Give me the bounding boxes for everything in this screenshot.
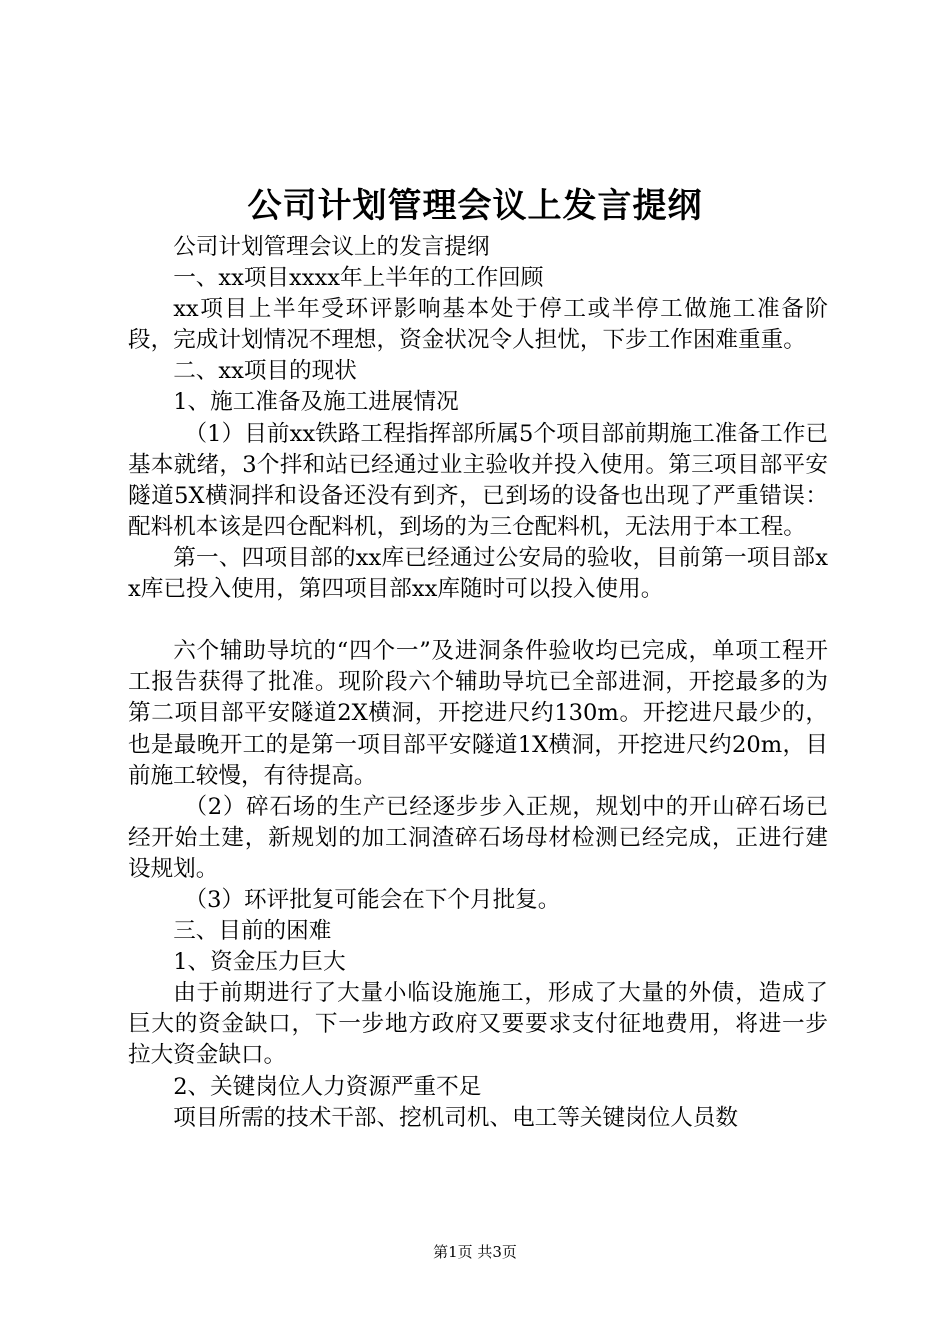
blank-line <box>128 605 828 636</box>
heading-section-1: 一、xx项目xxxx年上半年的工作回顾 <box>173 265 544 292</box>
paragraph: 六个辅助导坑的“四个一”及进洞条件验收均已完成，单项工程开工报告获得了批准。现阶段六个辅助导坑已全部进洞，开挖最多的为第二项目部平安隧道2X横洞，开挖进尺约130m。开挖进尺最少的，也是最晚开工的是第一项目部平安隧道1X横洞，开挖进尺约20m，目前施工较慢，有待提高。 <box>128 638 828 789</box>
page-number-footer: 第1页 共3页 <box>433 1243 517 1261</box>
paragraph: （1）目前xx铁路工程指挥部所属5个项目部前期施工准备工作已基本就绪，3个拌和站已经通过业主验收并投入使用。第三项目部平安隧道5X横洞拌和设备还没有到齐，已到场的设备也出现了严重错误：配料机本该是四仓配料机，到场的为三仓配料机，无法用于本工程。 <box>128 420 828 540</box>
heading-subsection: 1、资金压力巨大 <box>173 949 346 976</box>
heading-section-3: 三、目前的困难 <box>173 918 332 945</box>
paragraph: 第一、四项目部的xx库已经通过公安局的验收，目前第一项目部xx库已投入使用，第四项目部xx库随时可以投入使用。 <box>128 544 828 603</box>
paragraph: xx项目上半年受环评影响基本处于停工或半停工做施工准备阶段，完成计划情况不理想，资金状况令人担忧，下步工作困难重重。 <box>128 296 828 354</box>
document-body <box>128 232 828 1134</box>
document-title: 公司计划管理会议上发言提纲 <box>247 186 703 226</box>
paragraph: 由于前期进行了大量小临设施施工，形成了大量的外债，造成了巨大的资金缺口，下一步地方政府又要要求支付征地费用，将进一步拉大资金缺口。 <box>128 980 828 1069</box>
paragraph: 项目所需的技术干部、挖机司机、电工等关键岗位人员数 <box>173 1104 739 1131</box>
heading-section-2: 二、xx项目的现状 <box>173 358 357 385</box>
paragraph: （2）碎石场的生产已经逐步步入正规，规划中的开山碎石场已经开始土建，新规划的加工洞渣碎石场母材检测已经完成，正进行建设规划。 <box>128 793 828 882</box>
paragraph: （3）环评批复可能会在下个月批复。 <box>184 886 561 913</box>
paragraph-subtitle: 公司计划管理会议上的发言提纲 <box>173 234 490 260</box>
heading-subsection: 2、关键岗位人力资源严重不足 <box>173 1073 482 1100</box>
heading-subsection: 1、施工准备及施工进展情况 <box>173 389 459 416</box>
